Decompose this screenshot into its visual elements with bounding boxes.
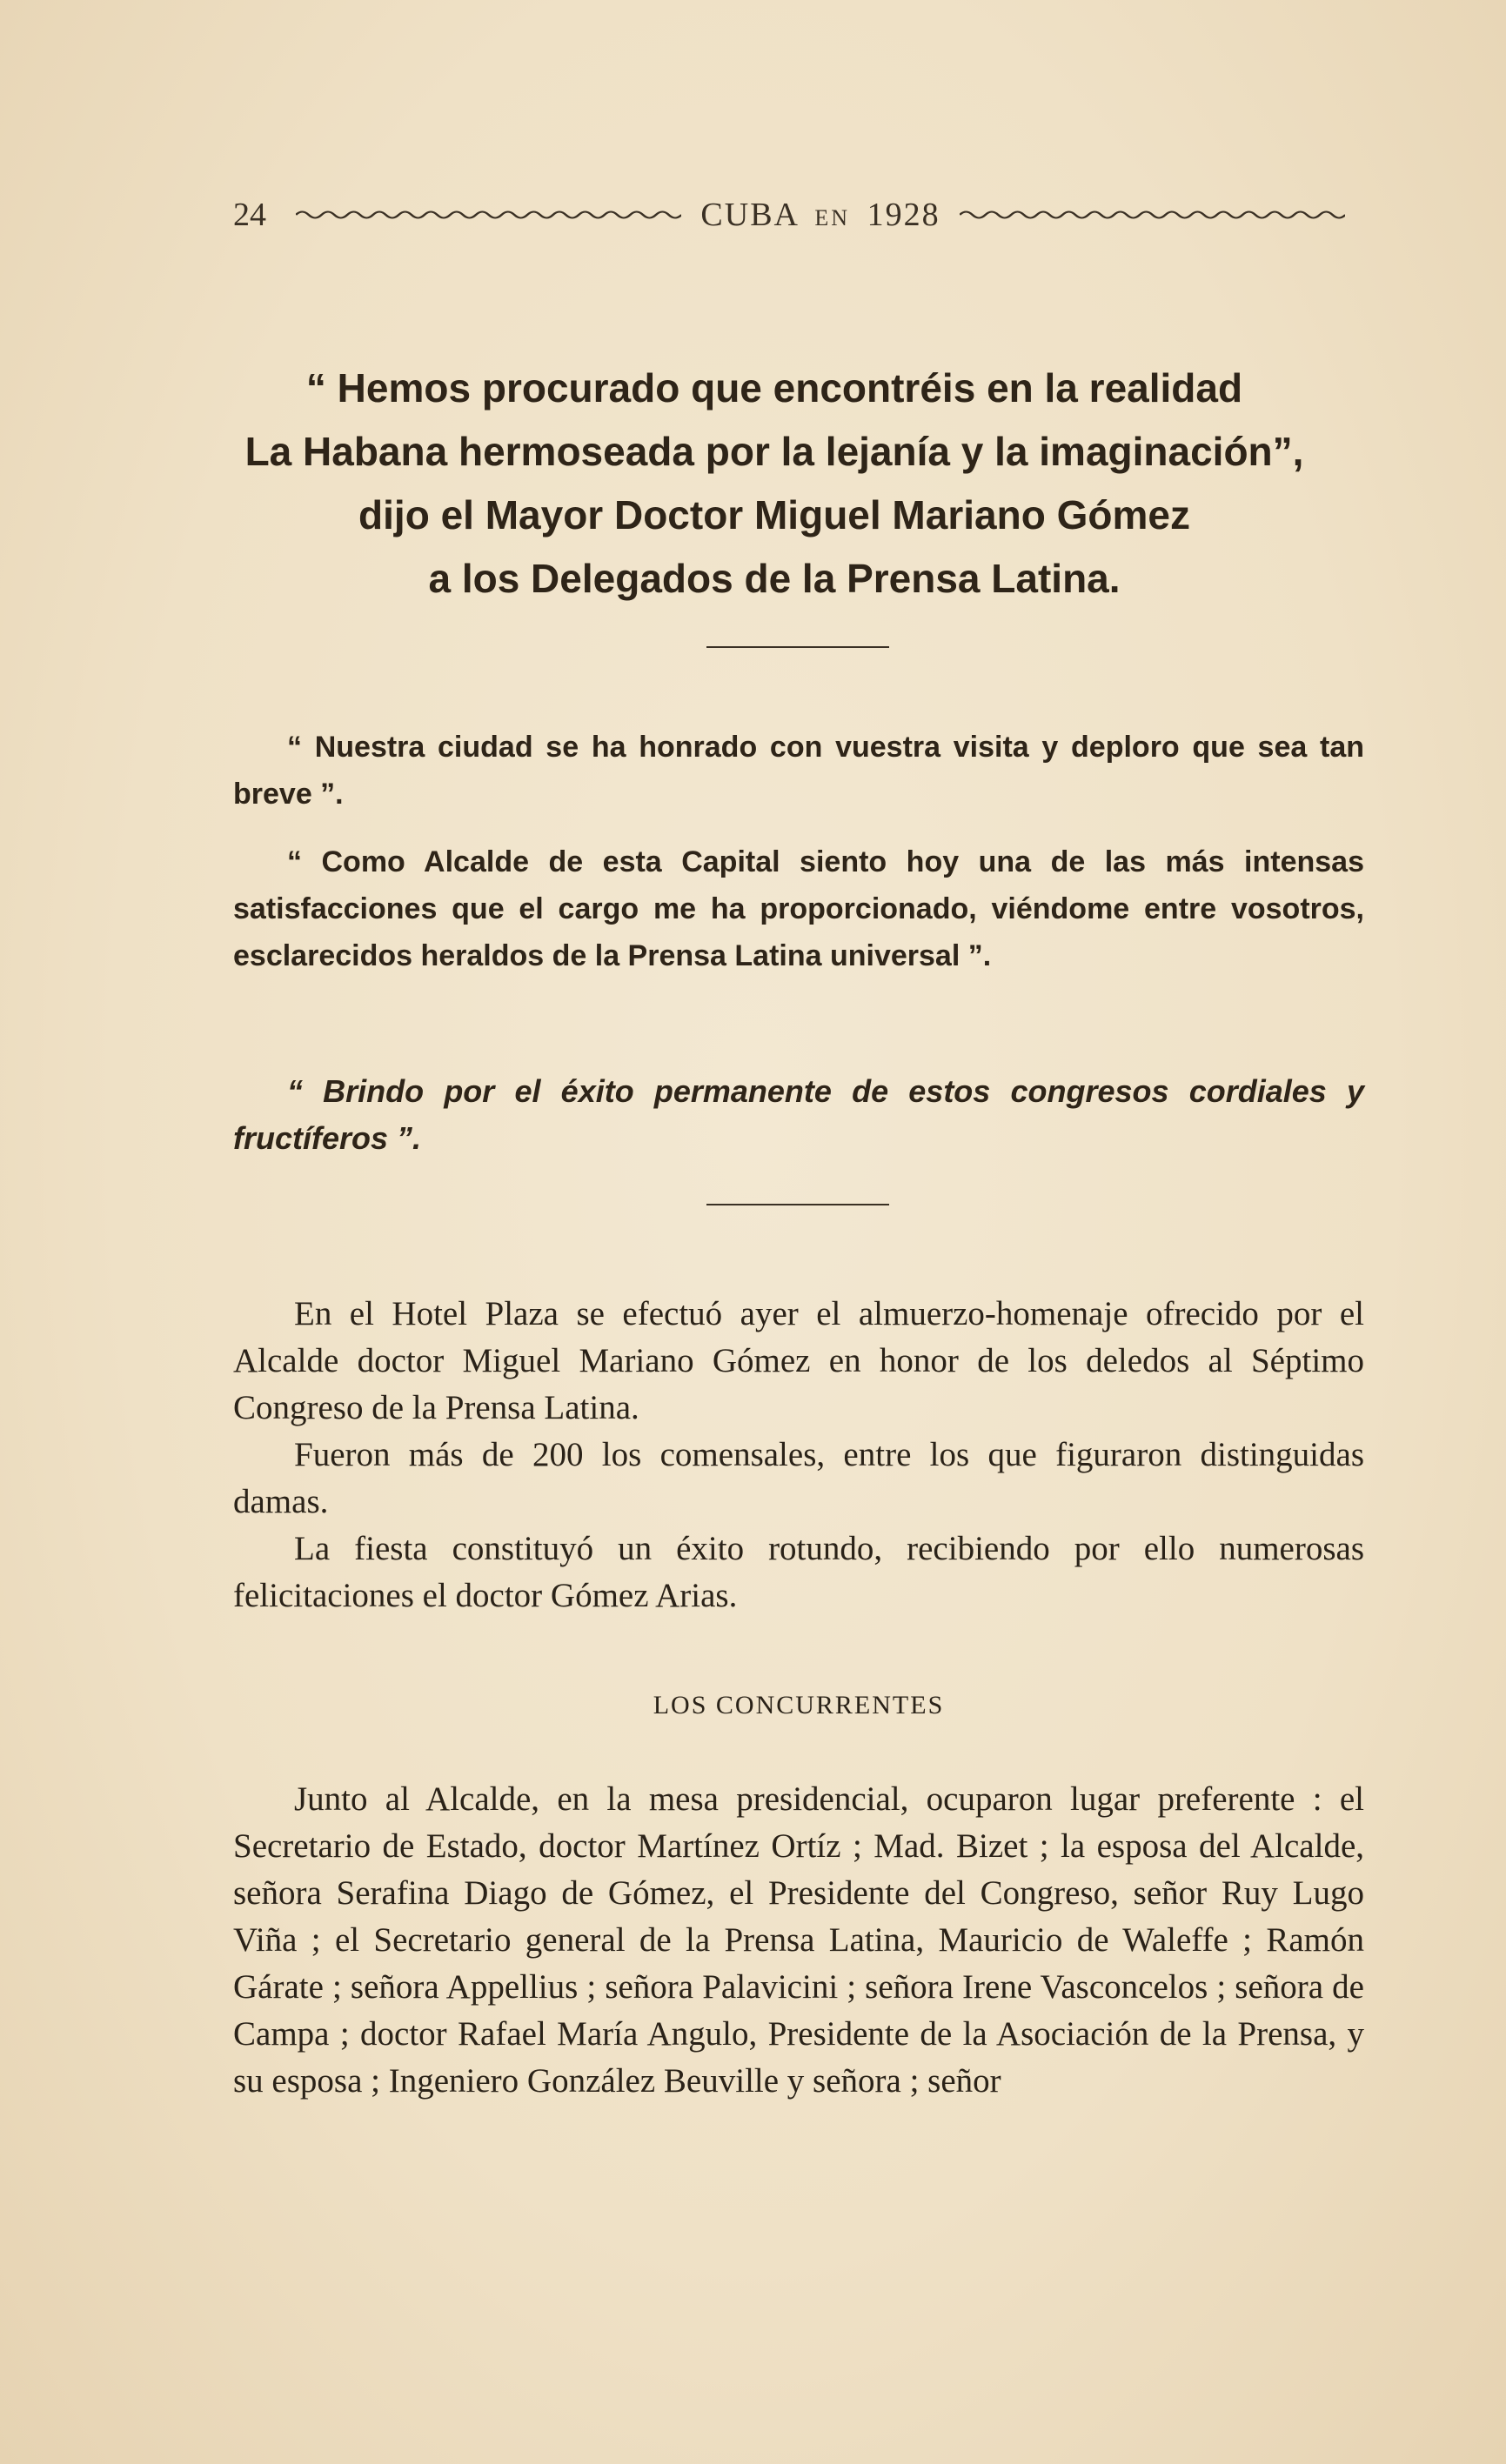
section-heading: LOS CONCURRENTES: [653, 1691, 945, 1719]
body-paragraph: En el Hotel Plaza se efectuó ayer el almuerzo-homenaje ofrecido por el Alcalde doctor Miguel Mariano Gómez en honor de los deledos al Séptimo Congreso de la Prensa Latina.: [233, 1295, 1364, 1426]
running-title: [700, 196, 940, 234]
article-body: [233, 1291, 1364, 1619]
body-paragraph: Fueron más de 200 los comensales, entre los que figuraron distinguidas damas.: [233, 1436, 1364, 1520]
headline-line: La Habana hermoseada por la lejanía y la imaginación”,: [244, 429, 1304, 474]
wavy-ornament-left: [296, 209, 681, 221]
quote-paragraph: “ Como Alcalde de esta Capital siento hoy una de las más intensas satisfacciones que el cargo me ha proporcionado, viéndome entre vosotros, esclarecidos heraldos de la Prensa Latina universal ”.: [233, 845, 1364, 972]
headline-line: “ Hemos procurado que encontréis en la realidad: [305, 365, 1243, 411]
running-title-cuba: CUBA: [700, 197, 798, 233]
body-paragraph: La fiesta constituyó un éxito rotundo, recibiendo por ello numerosas felicitaciones el doctor Gómez Arias.: [233, 1530, 1364, 1614]
divider-rule: [706, 1204, 889, 1205]
quote-paragraph: “ Nuestra ciudad se ha honrado con vuestra visita y deploro que sea tan breve ”.: [233, 731, 1364, 811]
body-paragraph: Junto al Alcalde, en la mesa presidencial, ocuparon lugar preferente : el Secretario de Estado, doctor Martínez Ortíz ; Mad. Bizet ; la esposa del Alcalde, señora Serafina Diago de Gómez, el Presidente del Congreso, señor Ruy Lugo Viña ; el Secretario general de la Prensa Latina, Mauricio de Waleffe ; Ramón Gárate ; señora Appellius ; señora Palavicini ; señora Irene Vasconcelos ; señora de Campa ; doctor Rafael María Angulo, Presidente de la Asociación de la Prensa, y su esposa ; Ingeniero González Beuville y señora ; señor: [233, 1780, 1364, 2100]
headline-line: a los Delegados de la Prensa Latina.: [428, 556, 1121, 601]
headline: [209, 357, 1340, 611]
running-title-year: 1928: [867, 197, 940, 233]
page-number: 24: [233, 197, 266, 233]
running-title-en: EN: [814, 205, 851, 230]
running-head: [233, 193, 1364, 237]
wavy-ornament-right: [960, 209, 1345, 221]
attendees-body: [233, 1776, 1364, 2105]
divider-rule: [706, 646, 889, 648]
headline-line: dijo el Mayor Doctor Miguel Mariano Gómez: [358, 492, 1190, 538]
quote-paragraph-italic: “ Brindo por el éxito permanente de estos congresos cordiales y fructíferos ”.: [233, 1073, 1364, 1156]
